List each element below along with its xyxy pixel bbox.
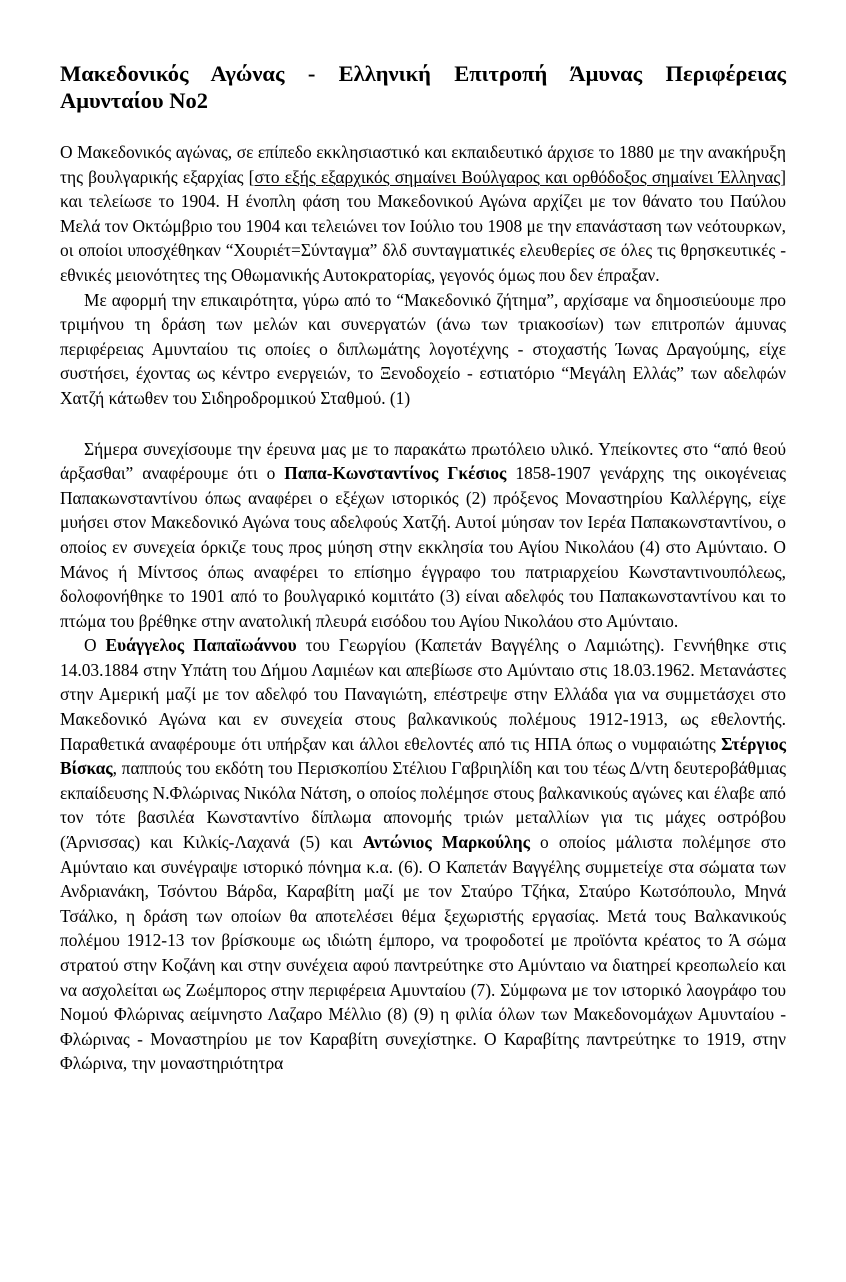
paragraph-2: Με αφορμή την επικαιρότητα, γύρω από το “Μακεδονικό ζήτημα”, αρχίσαμε να δημοσιεύουμε προ τριμήνου τη δράση των μελών και συνεργατών (άνω των τριακοσίων) των επιτροπών άμυνας περιφέρειας Αμυνταίου τις οποίες ο διπλωμάτης λογοτέχνης - στοχαστής Ίωνας Δραγούμης, είχε συστήσει, έχοντας ως κέντρο ενεργειών, το Ξενοδοχείο - εστιατόριο “Μεγάλη Ελλάς” των αδελφών Χατζή κάτωθεν του Σιδηροδρομικού Σταθμού. (1) [60,289,786,408]
paragraph-4-text-c: , παππούς του εκδότη του Περισκοπίου Στέλιου Γαβριηλίδη και του τέως Δ/ντη δευτεροβάθμιας εκπαίδευσης Ν.Φλώρινας Νικόλα Νάτση, ο οποίος πολέμησε στους βαλκανικούς αγώνες και έλαβε από τον τότε βασιλέα Κωνσταντίνο δίπλωμα απονομής τριών μεταλλίων για τις μάχες οστρόβου (Άρνισσας) και Κιλκίς-Λαχανά (5) και [60,758,786,853]
paragraph-3 [60,437,786,634]
paragraph-4-bold-name-2: Στέργιος Βίσκας [60,733,786,779]
paragraph-3-text-b: 1858-1907 γενάρχης της οικογένειας Παπακωνσταντίνου όπως αναφέρει ο εξέχων ιστορικός (2) πρόξενος Μοναστηρίου Καλλέργης, είχε μυήσει στον Μακεδονικό Αγώνα τους αδελφούς Χατζή. Αυτοί μύησαν τον Ιερέα Παπακωνσταντίνου, ο οποίος εν συνεχεία όρκιζε τους προς μύηση στην εκκλησία του Αγίου Νικολάου (4) στο Αμύνταιο. Ο Μάνος ή Μίντσος όπως αναφέρει το επίσημο έγγραφο του πατριαρχείου Κωνσταντινουπόλεως, δολοφονήθηκε το 1901 από το βουλγαρικό κομιτάτο (3) είναι αδελφός του Παπακωνσταντίνου και το πτώμα του βρέθηκε στην ανατολική πλευρά εισόδου του Αγίου Νικολάου στο Αμύνταιο. [60,463,786,631]
paragraph-4-text-d: ο οποίος μάλιστα πολέμησε στο Αμύνταιο και συνέγραψε ιστορικό πόνημα κ.α. (6). Ο Καπετάν Βαγγέλης συμμετείχε στα σώματα των Ανδριανάκη, Τσόντου Βάρδα, Καραβίτη μαζί με τον Σταύρο Τζήκα, Σταύρο Κωτσόπουλο, Μηνά Τσάλκο, η δράση των οποίων θα αποτελέσει θέμα ξεχωριστής εργασίας. Μετά τους Βαλκανικούς πολέμου 1912-13 τον βρίσκουμε ως ιδιώτη έμπορο, να τροφοδοτεί με προϊόντα κρέατος το Ά σώμα στρατού στην Κοζάνη και στην συνέχεια αφού παντρεύτηκε στο Αμύνταιο να διατηρεί κρεοπωλείο και να ασχολείται ως Ζωέμπορος στην περιφέρεια Αμυνταίου (7). Σύμφωνα με τον ιστορικό λαογράφο του Νομού Φλώρινας αείμνηστο Λαζαρο Μέλλιο (8) (9) η φιλία όλων των Μακεδονομάχων Αμυνταίου - Φλώρινας - Μοναστηρίου με τον Καραβίτη συνεχίστηκε. Ο Καραβίτης παντρεύτηκε το 1919, στην Φλώρινα, την μοναστηριότητρα [60,832,786,1074]
paragraph-4-text-a: Ο [84,635,106,656]
paragraph-4-text-b: του Γεωργίου (Καπετάν Βαγγέλης ο Λαμιώτης). Γεννήθηκε στις 14.03.1884 στην Υπάτη του Δήμου Λαμιέων και απεβίωσε στο Αμύνταιο στις 18.03.1962. Μετανάστες στην Αμερική μαζί με τον αδελφό του Παναγιώτη, επέστρεψε στην Ελλάδα για να συμμετάσχει στο Μακεδονικό Αγώνα και εν συνεχεία στους βαλκανικούς πολέμους 1912-1913, ως εθελοντής. Παραθετικά αναφέρουμε ότι υπήρξαν και άλλοι εθελοντές από τις ΗΠΑ όπως ο νυμφαιώτης [60,635,786,754]
paragraph-spacer [60,411,786,437]
paragraph-3-text-a: Σήμερα συνεχίσουμε την έρευνα μας με το παρακάτω πρωτόλειο υλικό. Υπείκοντες στο “από θεού άρξασθαι” αναφέρουμε ότι ο [60,438,786,484]
paragraph-4 [60,633,786,1076]
paragraph-1-text-b: ] και τελείωσε το 1904. Η ένοπλη φάση του Μακεδονικού Αγώνα αρχίζει με τον θάνατο του Παύλου Μελά τον Οκτώμβριο του 1904 και τελειώνει τον Ιούλιο του 1908 με την επανάσταση των νεότουρκων, οι οποίοι υποσχέθηκαν “Χουριέτ=Σύνταγμα” δλδ συνταγματικές ελευθερίες σε όλες τις θρησκευτικές - εθνικές μειονότητες της Οθωμανικής Αυτοκρατορίας, γεγονός όμως που δεν έπραξαν. [60,166,786,285]
paragraph-4-bold-name-1: Ευάγγελος Παπαϊωάννου [105,635,297,656]
paragraph-1-underlined-note: στο εξής εξαρχικός σημαίνει Βούλγαρος και ορθόδοξος σημαίνει Έλληνας [254,166,781,187]
paragraph-1-text-a: Ο Μακεδονικός αγώνας, σε επίπεδο εκκλησιαστικό και εκπαιδευτικό άρχισε το 1880 με την ανακήρυξη της βουλγαρικής εξαρχίας [ [60,142,786,187]
paragraph-4-bold-name-3: Αντώνιος Μαρκούλης [362,832,530,853]
page-title: Μακεδονικός Αγώνας - Ελληνική Επιτροπή Άμυνας Περιφέρειας Αμυνταίου Νο2 [60,61,786,113]
paragraph-1 [60,140,786,288]
paragraph-3-bold-name: Παπα-Κωνσταντίνος Γκέσιος [284,463,507,484]
